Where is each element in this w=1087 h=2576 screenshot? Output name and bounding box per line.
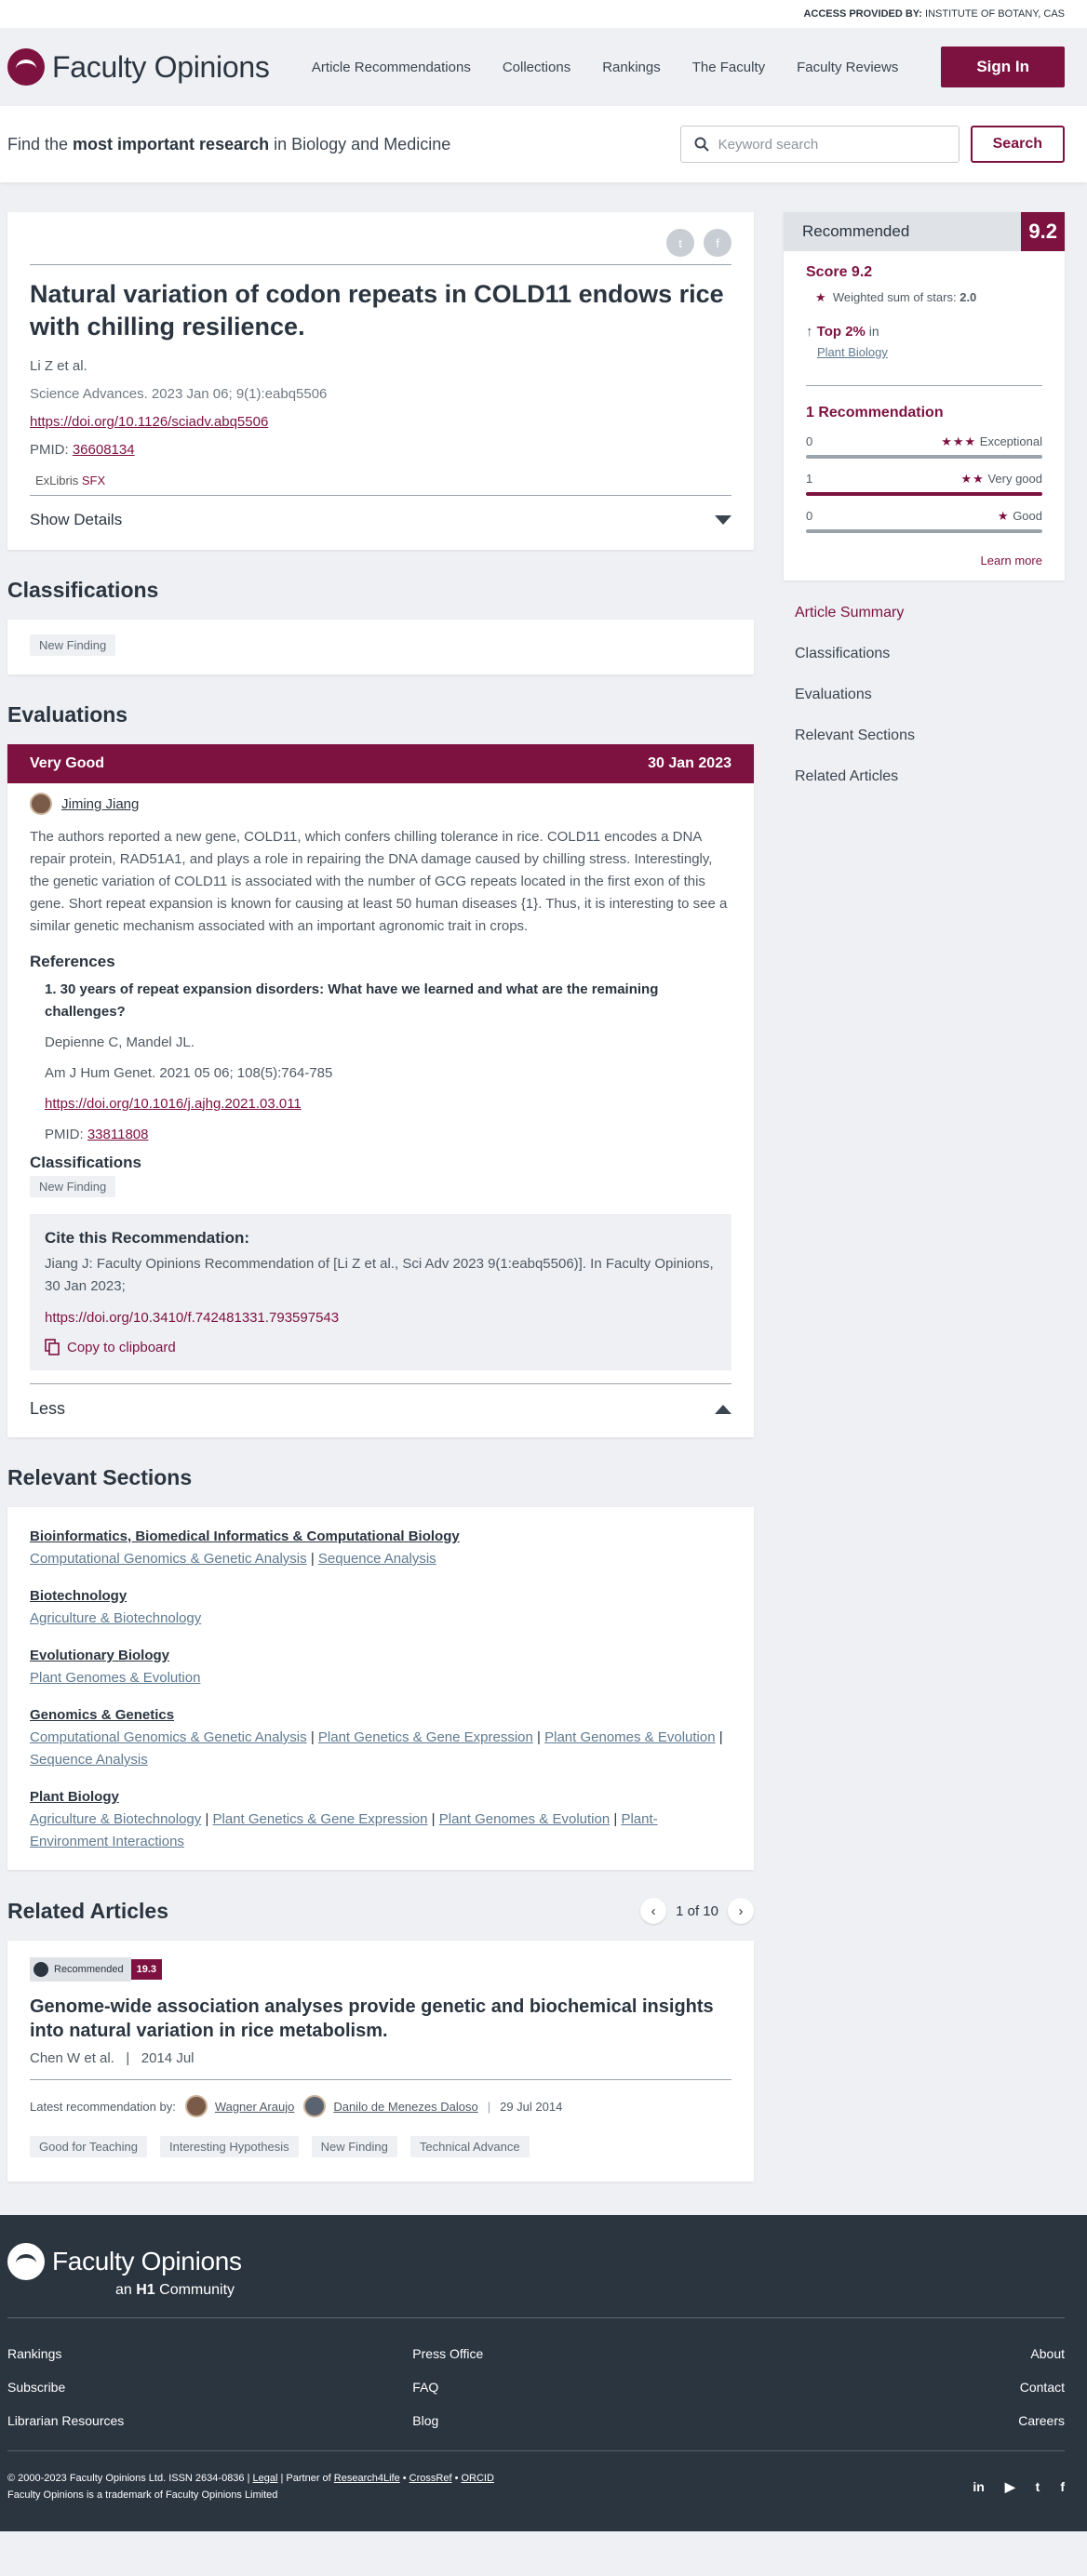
relevant-sections-card <box>7 1507 754 1870</box>
sub-b: H1 <box>136 2282 155 2298</box>
twitter-icon[interactable]: t <box>1035 2479 1040 2494</box>
recommended-panel <box>784 212 1065 581</box>
related-article-card: Recommended 19.3 Genome-wide association analyses provide genetic and biochemical insights into natural variation in rice metabolism. Chen W et al. | 2014 Jul Latest recommendation by: Wagner Araujo Danilo de Menezes Daloso | 29 Jul 2014 Good for Teaching Interesting Hypothesis New Finding Technical Advance <box>7 1941 754 2182</box>
article-title: Natural variation of codon repeats in COLD11 endows rice with chilling resilience. <box>30 280 724 340</box>
avatar <box>185 2095 208 2117</box>
rating-label: Good <box>1013 509 1042 523</box>
section-group <box>30 1645 731 1689</box>
cite-text: Jiang J: Faculty Opinions Recommendation of [Li Z et al., Sci Adv 2023 9(1:eabq5506)]. In Faculty Opinions, 30 Jan 2023; <box>45 1256 714 1294</box>
rating-bar <box>806 529 1042 533</box>
section-name[interactable]: Biotechnology <box>30 1588 127 1604</box>
latest-recommendation: Latest recommendation by: Wagner Araujo Danilo de Menezes Daloso | 29 Jul 2014 <box>30 2079 731 2117</box>
related-pager <box>640 1898 754 1924</box>
share-buttons <box>30 229 731 257</box>
site-footer <box>0 2215 1087 2531</box>
rating-row <box>806 434 1042 459</box>
tag-chip[interactable]: Interesting Hypothesis <box>160 2136 299 2157</box>
sign-in-button[interactable]: Sign In <box>941 47 1065 87</box>
learn-more-link[interactable]: Learn more <box>980 554 1042 567</box>
related-date: 2014 Jul <box>141 2050 195 2066</box>
score-label: Score 9.2 <box>806 264 873 280</box>
classifications-card <box>7 620 754 674</box>
linkedin-icon[interactable]: in <box>973 2479 985 2494</box>
tagline-a: Find the <box>7 134 74 153</box>
evaluation-card <box>7 744 754 1437</box>
less-toggle[interactable] <box>30 1383 731 1424</box>
sidenav-related-articles[interactable]: Related Articles <box>795 768 899 784</box>
tag-chip[interactable]: Technical Advance <box>410 2136 530 2157</box>
avatar <box>303 2095 326 2117</box>
crossref-link[interactable]: CrossRef <box>409 2473 452 2484</box>
panel-title: Recommended <box>802 222 910 240</box>
reference-authors: Depienne C, Mandel JL. <box>45 1034 195 1050</box>
access-name: INSTITUTE OF BOTANY, CAS <box>925 8 1065 20</box>
related-authors: Chen W et al. <box>30 2050 114 2066</box>
nav-article-recommendations[interactable]: Article Recommendations <box>311 59 471 75</box>
sidebar <box>784 212 1065 2182</box>
section-group: Plant Biology Agriculture & Biotechnology | Plant Genetics & Gene Expression | Plant Genomes & Evolution | Plant-Environment Interactions <box>30 1786 731 1853</box>
reference-pmid-label: PMID: <box>45 1127 87 1142</box>
footer-link[interactable]: Press Office <box>412 2346 484 2361</box>
nav-menu <box>312 47 1065 87</box>
evaluation-rating: Very Good <box>30 755 105 771</box>
subsection-link[interactable]: Plant Genomes & Evolution <box>438 1811 611 1827</box>
cite-doi-link[interactable]: https://doi.org/10.3410/f.742481331.793597543 <box>45 1310 340 1326</box>
badge-score: 19.3 <box>131 1959 162 1980</box>
relevant-sections-heading: Relevant Sections <box>7 1465 193 1489</box>
badge-label: Recommended <box>54 1964 124 1975</box>
exlibris-text: ExLibris <box>35 474 82 487</box>
subsection-link[interactable]: Plant-Environment Interactions <box>30 1811 658 1849</box>
next-page-icon[interactable]: › <box>728 1898 754 1924</box>
page-indicator: 1 of 10 <box>676 1902 718 1919</box>
logo-icon <box>7 2243 45 2280</box>
latest-date: 29 Jul 2014 <box>500 2099 563 2114</box>
show-details-toggle[interactable] <box>30 495 731 541</box>
copy-to-clipboard-button[interactable] <box>45 1339 717 1355</box>
section-name[interactable]: Genomics & Genetics <box>30 1707 175 1723</box>
footer-link[interactable]: Contact <box>1019 2380 1065 2395</box>
footer-brand: Faculty Opinions <box>52 2247 242 2276</box>
article-doi-link[interactable]: https://doi.org/10.1126/sciadv.abq5506 <box>30 414 269 430</box>
related-article-title[interactable]: Genome-wide association analyses provide genetic and biochemical insights into natural variation in rice metabolism. <box>30 1996 714 2041</box>
orcid-link[interactable]: ORCID <box>461 2473 494 2484</box>
section-name[interactable]: Evolutionary Biology <box>30 1648 170 1663</box>
rating-count: 1 <box>806 472 813 486</box>
youtube-icon[interactable]: ▶ <box>1004 2479 1015 2494</box>
footer-community <box>115 2282 1065 2299</box>
brand-name: Faculty Opinions <box>52 49 270 84</box>
pmid-link[interactable]: 36608134 <box>72 442 135 458</box>
recommendation-count: 1 Recommendation <box>806 385 1042 421</box>
related-tags <box>30 2136 731 2157</box>
rating-bar <box>806 455 1042 459</box>
sfx-text: SFX <box>81 474 106 487</box>
star-icon: ★ <box>815 290 826 304</box>
subsection-link[interactable]: Plant Genetics & Gene Expression <box>317 1729 533 1745</box>
rating-label: Exceptional <box>979 434 1042 448</box>
chevron-down-icon <box>715 515 731 525</box>
search-placeholder: Keyword search <box>718 136 819 153</box>
evaluations-heading: Evaluations <box>7 702 128 727</box>
classifications-heading: Classifications <box>7 578 159 602</box>
sub-c: Community <box>154 2282 235 2298</box>
twitter-share-icon[interactable]: t <box>666 229 694 257</box>
access-banner <box>0 0 1087 28</box>
rating-label: Very good <box>987 472 1042 486</box>
section-group: Bioinformatics, Biomedical Informatics & Computational Biology Computational Genomics & Genetic Analysis | Sequence Analysis <box>30 1526 731 1570</box>
top-value: Top 2% <box>816 324 866 340</box>
evaluator <box>30 793 731 815</box>
facebook-icon[interactable]: f <box>1060 2479 1065 2494</box>
article-summary <box>7 212 754 550</box>
access-prefix: ACCESS PROVIDED BY: <box>803 8 922 20</box>
sidenav-article-summary[interactable]: Article Summary <box>795 605 905 621</box>
section-group: Genomics & Genetics Computational Genomics & Genetic Analysis | Plant Genetics & Gene Expression | Plant Genomes & Evolution | Sequence Analysis <box>30 1704 731 1771</box>
tag-chip[interactable]: Good for Teaching <box>30 2136 147 2157</box>
evaluation-text: The authors reported a new gene, COLD11, which confers chilling tolerance in rice. COLD11 encodes a DNA repair protein, RAD51A1, and plays a role in repairing the DNA damage caused by chilling stress. Interestingly, the genetic variation of COLD11 is associated with the number of GCG repeats located in the first exon of this gene. Short repeat expansion is known for causing at least 50 human diseases {1}. Thus, it is interesting to see a similar genetic mechanism associated with an important agronomic trait in crops. <box>30 829 728 934</box>
rating-count: 0 <box>806 509 813 523</box>
classification-chip[interactable]: New Finding <box>30 634 115 656</box>
copy-label: Copy to clipboard <box>67 1339 176 1355</box>
subsection-link[interactable]: Sequence Analysis <box>30 1752 148 1768</box>
stars-icon: ★ <box>997 509 1010 523</box>
copyright <box>7 2470 494 2487</box>
main-content <box>7 212 754 2182</box>
dot: • <box>451 2473 462 2484</box>
footer-link[interactable]: About <box>1030 2346 1065 2361</box>
cite-heading: Cite this Recommendation: <box>45 1229 250 1247</box>
sidenav-relevant-sections[interactable]: Relevant Sections <box>795 727 915 743</box>
copy-text: © 2000-2023 Faculty Opinions Ltd. ISSN 2634-0836 | <box>7 2473 253 2484</box>
rating-row <box>806 509 1042 533</box>
subsection-link[interactable]: Sequence Analysis <box>317 1551 436 1567</box>
page-sections-nav <box>784 581 1065 834</box>
rating-row <box>806 472 1042 496</box>
prev-page-icon[interactable]: ‹ <box>640 1898 666 1924</box>
subsection-link[interactable]: Computational Genomics & Genetic Analysis <box>30 1729 307 1745</box>
recommender-2-name: Danilo de Menezes Daloso <box>333 2099 478 2114</box>
research4life-link[interactable]: Research4Life <box>333 2473 400 2484</box>
section-name[interactable]: Plant Biology <box>30 1789 119 1805</box>
evaluation-header <box>7 744 754 783</box>
tag-chip[interactable]: New Finding <box>312 2136 397 2157</box>
cite-recommendation <box>30 1214 731 1370</box>
stars-icon: ★★★ <box>941 434 977 448</box>
rating-bar <box>806 492 1042 496</box>
stars-icon: ★★ <box>960 472 985 486</box>
recommender-2[interactable] <box>303 2095 477 2117</box>
subsection-link[interactable]: Plant Genomes & Evolution <box>30 1670 201 1686</box>
section-group <box>30 1585 731 1630</box>
footer-logo[interactable] <box>7 2243 1065 2280</box>
subsection-link[interactable]: Computational Genomics & Genetic Analysis <box>30 1551 307 1567</box>
section-name[interactable]: Bioinformatics, Biomedical Informatics & Computational Biology <box>30 1528 460 1544</box>
recommended-badge <box>30 1957 162 1982</box>
subsection-link[interactable]: Agriculture & Biotechnology <box>30 1811 202 1827</box>
exlibris-sfx-link[interactable] <box>35 474 731 487</box>
tagline-c: in Biology and Medicine <box>269 134 451 153</box>
arrow-up-icon: ↑ <box>806 324 813 340</box>
sub-a: an <box>115 2282 137 2298</box>
footer-link[interactable]: Librarian Resources <box>7 2413 125 2428</box>
rating-count: 0 <box>806 434 813 448</box>
dot: • <box>399 2473 409 2484</box>
references-heading: References <box>30 953 115 970</box>
wsum-value: 2.0 <box>960 290 977 304</box>
panel-score: 9.2 <box>1021 212 1065 251</box>
subsection-link[interactable]: Plant Genomes & Evolution <box>544 1729 716 1745</box>
site-logo[interactable] <box>7 48 270 86</box>
chevron-up-icon <box>715 1405 731 1414</box>
logo-icon <box>7 48 45 86</box>
subsection-link[interactable]: Agriculture & Biotechnology <box>30 1610 202 1626</box>
article-journal: Science Advances. 2023 Jan 06; 9(1):eabq5506 <box>30 386 328 402</box>
copy-icon <box>45 1339 60 1355</box>
partner-text: | Partner of <box>277 2473 334 2484</box>
search-icon <box>694 137 709 152</box>
footer-link[interactable]: Blog <box>412 2413 439 2428</box>
sidenav-evaluations[interactable]: Evaluations <box>795 687 872 702</box>
footer-link[interactable]: Careers <box>1018 2413 1065 2428</box>
pmid-label: PMID: <box>30 442 73 458</box>
footer-links <box>7 2337 1065 2437</box>
search-input[interactable] <box>680 126 960 163</box>
facebook-share-icon[interactable]: f <box>704 229 731 257</box>
related-articles-heading: Related Articles <box>7 1898 168 1923</box>
recommender-1[interactable] <box>185 2095 295 2117</box>
social-links <box>973 2478 1065 2495</box>
search-button[interactable]: Search <box>971 126 1065 163</box>
main-nav <box>0 28 1087 106</box>
subsection-link[interactable]: Plant Genetics & Gene Expression <box>212 1811 428 1827</box>
nav-faculty-reviews[interactable]: Faculty Reviews <box>797 59 899 75</box>
footer-link[interactable]: Subscribe <box>7 2380 66 2395</box>
top-percent <box>806 324 1042 340</box>
footer-link[interactable]: FAQ <box>412 2380 439 2395</box>
recommender-1-name: Wagner Araujo <box>214 2099 295 2114</box>
avatar <box>30 793 52 815</box>
less-label: Less <box>30 1399 66 1418</box>
nav-rankings[interactable]: Rankings <box>602 59 661 75</box>
evaluation-date: 30 Jan 2023 <box>648 755 731 771</box>
wsum-label: Weighted sum of stars: <box>832 290 960 304</box>
weighted-sum <box>815 290 1042 305</box>
nav-collections[interactable]: Collections <box>502 59 571 75</box>
reference-doi-link[interactable]: https://doi.org/10.1016/j.ajhg.2021.03.011 <box>45 1096 302 1112</box>
top-in: in <box>865 324 879 339</box>
footer-link[interactable]: Rankings <box>7 2346 62 2361</box>
tagline <box>7 135 450 154</box>
show-details-label: Show Details <box>30 511 123 528</box>
search-bar <box>0 106 1087 182</box>
article-authors: Li Z et al. <box>30 358 87 374</box>
reference-pmid-link[interactable]: 33811808 <box>87 1127 149 1142</box>
evaluator-link[interactable]: Jiming Jiang <box>61 795 140 812</box>
nav-the-faculty[interactable]: The Faculty <box>691 59 766 75</box>
reference-journal: Am J Hum Genet. 2021 05 06; 108(5):764-785 <box>45 1065 333 1081</box>
top-field-link[interactable]: Plant Biology <box>817 345 888 359</box>
reference-title: 1. 30 years of repeat expansion disorders: What have we learned and what are the remaining challenges? <box>45 981 659 1020</box>
legal-link[interactable]: Legal <box>252 2473 278 2484</box>
badge-logo-icon <box>34 1962 48 1977</box>
reference-item <box>30 979 731 1142</box>
eval-classification-chip[interactable]: New Finding <box>30 1176 115 1197</box>
eval-classifications-heading: Classifications <box>30 1154 141 1171</box>
tagline-b: most important research <box>73 134 270 153</box>
trademark: Faculty Opinions is a trademark of Faculty Opinions Limited <box>7 2489 278 2501</box>
sidenav-classifications[interactable]: Classifications <box>795 646 891 661</box>
latest-label: Latest recommendation by: <box>30 2099 176 2114</box>
